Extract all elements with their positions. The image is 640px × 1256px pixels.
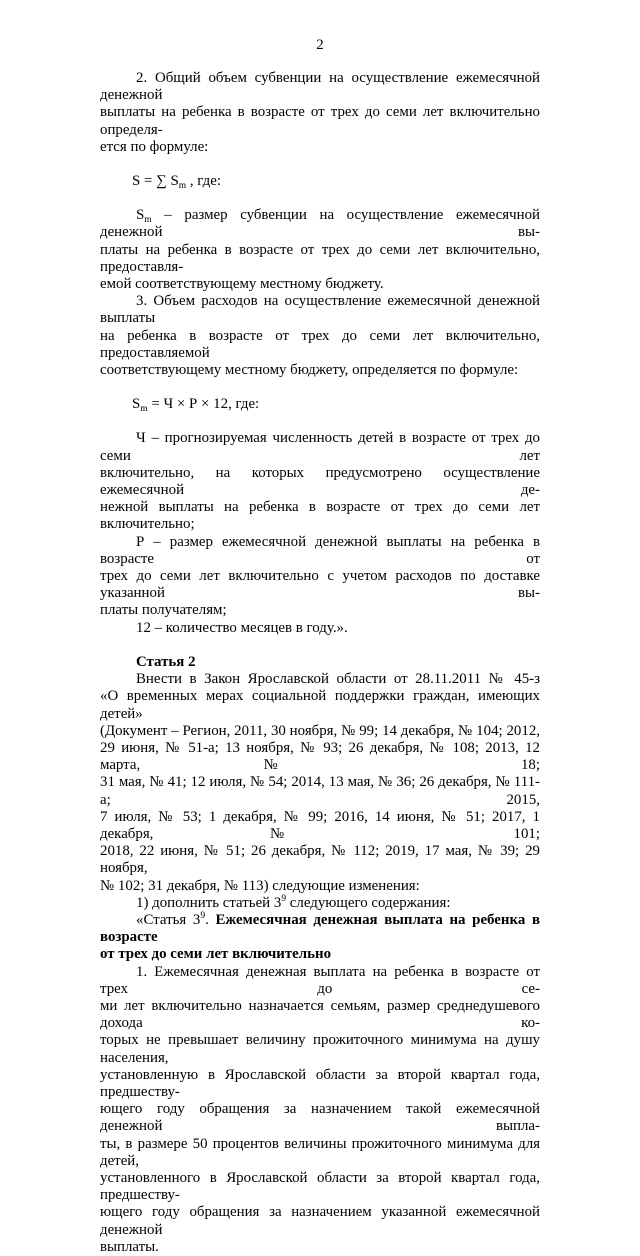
- article-2-line: 29 июня, № 51-а; 13 ноября, № 93; 26 декабря, № 108; 2013, 12 марта, № 18;: [100, 739, 540, 774]
- paragraph-3-line: 3. Объем расходов на осуществление ежемесячной денежной выплаты: [100, 293, 540, 327]
- formula-total-subvention: S = ∑ $S_m$ , где:: [132, 173, 221, 192]
- definition-r-line: трех до семи лет включительно с учетом расходов по доставке указанной вы-: [100, 568, 540, 602]
- article-3-9-line: торых не превышает величину прожиточного минимума на душу населения,: [100, 1032, 540, 1066]
- page-number: 2: [316, 37, 324, 53]
- paragraph-3-line: на ребенка в возрасте от трех до семи лет включительно, предоставляемой: [100, 327, 540, 361]
- definition-sm-line: емой соответствующему местному бюджету.: [100, 276, 384, 293]
- article-3-9-line: ющего году обращения за назначением указанной ежемесячной денежной: [100, 1204, 540, 1238]
- paragraph-2-line: 2. Общий объем субвенции на осуществление ежемесячной денежной: [100, 70, 540, 104]
- article-3-9-heading: «Статья $3^9$. Ежемесячная денежная выплата на ребенка в возрасте: [100, 910, 540, 946]
- definition-ch-line: Ч – прогнозируемая численность детей в возрасте от трех до семи лет: [100, 430, 540, 464]
- article-2-line: (Документ – Регион, 2011, 30 ноября, № 99; 14 декабря, № 104; 2012,: [100, 722, 540, 739]
- definition-ch-line: включительно, на которых предусмотрено осуществление ежемесячной де-: [100, 464, 540, 499]
- article-3-9-line: установленного в Ярославской области за второй квартал года, предшеству-: [100, 1169, 540, 1204]
- definition-sm-line: платы на ребенка в возрасте от трех до семи лет включительно, предоставля-: [100, 241, 540, 275]
- article-2-line: 2018, 22 июня, № 51; 26 декабря, № 112; 2019, 17 мая, № 39; 29 ноября,: [100, 843, 540, 877]
- definition-ch-line: нежной выплаты на ребенка в возрасте от трех до семи лет включительно;: [100, 499, 540, 533]
- article-2-line: Внести в Закон Ярославской области от 28.11.2011 № 45-з: [136, 671, 540, 688]
- formula-expenses: $S_m = Ч \times Р \times 12$, где:: [132, 396, 260, 415]
- article-3-9-line: 1. Ежемесячная денежная выплата на ребенка в возрасте от трех до се-: [100, 963, 540, 997]
- article-3-9-line: ющего году обращения за назначением такой ежемесячной денежной выпла-: [100, 1101, 540, 1135]
- article-3-9-line: установленную в Ярославской области за второй квартал года, предшеству-: [100, 1066, 540, 1100]
- paragraph-2-line: ется по формуле:: [100, 138, 209, 155]
- item-1-line: 1) дополнить статьей $3^9$ следующего содержания:: [136, 893, 451, 911]
- article-3-9-line: ты, в размере 50 процентов величины прожиточного минимума для детей,: [100, 1135, 540, 1169]
- paragraph-3-line: соответствующему местному бюджету, определяется по формуле:: [100, 362, 519, 379]
- article-3-9-heading-cont: от трех до семи лет включительно: [100, 946, 332, 963]
- definition-r-line: платы получателям;: [100, 602, 227, 619]
- paragraph-2-line: выплаты на ребенка в возрасте от трех до семи лет включительно определя-: [100, 104, 540, 138]
- article-3-9-line: ми лет включительно назначается семьям, размер среднедушевого дохода ко-: [100, 997, 540, 1032]
- definition-r-line: Р – размер ежемесячной денежной выплаты на ребенка в возрасте от: [100, 533, 540, 567]
- article-2-line: № 102; 31 декабря, № 113) следующие изменения:: [100, 877, 420, 894]
- article-2-line: 31 мая, № 41; 12 июля, № 54; 2014, 13 мая, № 36; 26 декабря, № 111-а; 2015,: [100, 774, 540, 808]
- article-2-heading: Статья 2: [136, 653, 196, 670]
- article-3-9-line: выплаты.: [100, 1238, 159, 1255]
- definition-12-line: 12 – количество месяцев в году.».: [136, 619, 348, 636]
- article-2-line: 7 июля, № 53; 1 декабря, № 99; 2016, 14 июня, № 51; 2017, 1 декабря, № 101;: [100, 808, 540, 842]
- definition-sm-line: $S_m$ – размер субвенции на осуществление ежемесячной денежной вы-: [100, 207, 540, 241]
- document-body: [100, 70, 540, 1256]
- article-2-line: «О временных мерах социальной поддержки граждан, имеющих детей»: [100, 688, 540, 722]
